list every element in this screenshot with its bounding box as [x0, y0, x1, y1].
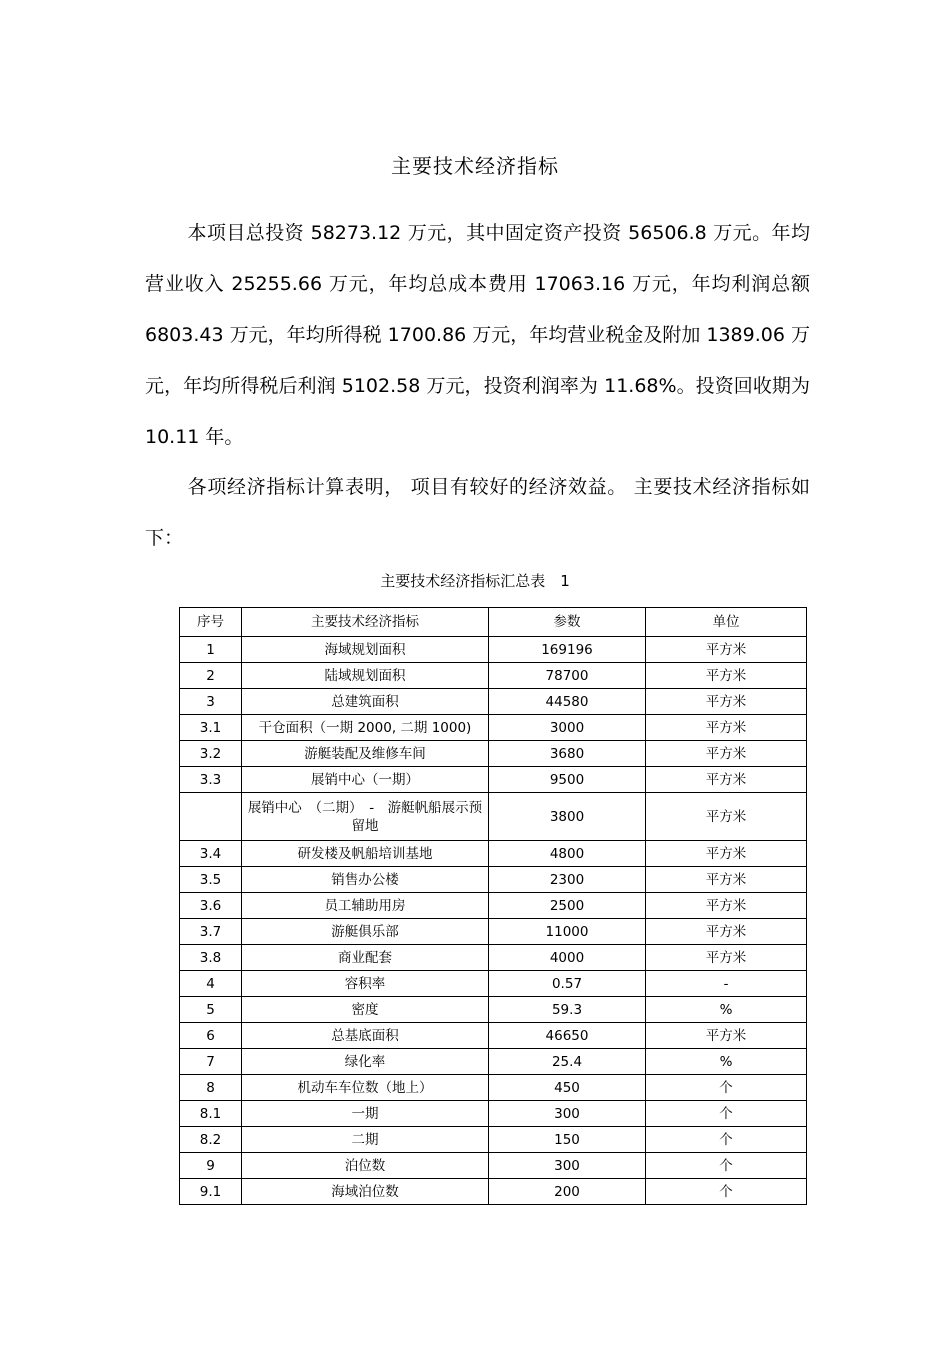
table-row — [180, 1049, 807, 1075]
table-row — [180, 637, 807, 663]
cell-value: 11000 — [489, 919, 646, 945]
cell-value: 25.4 — [489, 1049, 646, 1075]
cell-item: 容积率 — [242, 971, 489, 997]
cell-value: 9500 — [489, 767, 646, 793]
table-row — [180, 793, 807, 841]
cell-no: 3.3 — [180, 767, 242, 793]
cell-value: 4800 — [489, 841, 646, 867]
summary-paragraph-text: 本项目总投资 58273.12 万元，其中固定资产投资 56506.8 万元。年均营业收入 25255.66 万元，年均总成本费用 17063.16 万元，年均利润总额 6803.43 万元，年均所得税 1700.86 万元，年均营业税金及附加 1389.06 万元，年均所得税后利润 5102.58 万元，投资利润率为 11.68%。投资回收期为 10.11 年。 — [145, 222, 810, 448]
table-row — [180, 767, 807, 793]
cell-value: 200 — [489, 1179, 646, 1205]
table-row — [180, 1023, 807, 1049]
cell-item: 游艇俱乐部 — [242, 919, 489, 945]
cell-item: 总建筑面积 — [242, 689, 489, 715]
cell-no: 5 — [180, 997, 242, 1023]
table-row — [180, 715, 807, 741]
header-no: 序号 — [180, 608, 242, 637]
cell-value: 0.57 — [489, 971, 646, 997]
cell-no: 3.8 — [180, 945, 242, 971]
cell-unit: 平方米 — [646, 919, 807, 945]
cell-no: 8.2 — [180, 1127, 242, 1153]
table-row — [180, 1153, 807, 1179]
cell-value: 44580 — [489, 689, 646, 715]
table-row — [180, 1179, 807, 1205]
cell-item: 海域规划面积 — [242, 637, 489, 663]
cell-unit: 平方米 — [646, 741, 807, 767]
cell-value: 2500 — [489, 893, 646, 919]
table-row — [180, 919, 807, 945]
table-row — [180, 741, 807, 767]
cell-item: 海域泊位数 — [242, 1179, 489, 1205]
cell-no: 2 — [180, 663, 242, 689]
cell-value: 78700 — [489, 663, 646, 689]
cell-unit: 个 — [646, 1153, 807, 1179]
table-row — [180, 663, 807, 689]
summary-paragraph — [145, 208, 810, 463]
cell-no: 4 — [180, 971, 242, 997]
table-row — [180, 893, 807, 919]
cell-item: 泊位数 — [242, 1153, 489, 1179]
cell-unit: 平方米 — [646, 689, 807, 715]
cell-unit: 个 — [646, 1075, 807, 1101]
cell-item: 机动车车位数（地上） — [242, 1075, 489, 1101]
cell-no: 9.1 — [180, 1179, 242, 1205]
table-header-row — [180, 608, 807, 637]
cell-unit: 个 — [646, 1179, 807, 1205]
cell-value: 4000 — [489, 945, 646, 971]
cell-value: 450 — [489, 1075, 646, 1101]
cell-unit: 平方米 — [646, 867, 807, 893]
cell-item: 游艇装配及维修车间 — [242, 741, 489, 767]
cell-unit: - — [646, 971, 807, 997]
cell-value: 3680 — [489, 741, 646, 767]
cell-value: 169196 — [489, 637, 646, 663]
cell-no: 8.1 — [180, 1101, 242, 1127]
cell-value: 59.3 — [489, 997, 646, 1023]
cell-item: 展销中心 （二期） - 游艇帆船展示预留地 — [242, 793, 489, 841]
conclusion-paragraph — [145, 462, 810, 564]
cell-unit: 平方米 — [646, 767, 807, 793]
cell-item: 商业配套 — [242, 945, 489, 971]
cell-no: 3.1 — [180, 715, 242, 741]
table-row — [180, 841, 807, 867]
cell-value: 150 — [489, 1127, 646, 1153]
cell-unit: 平方米 — [646, 1023, 807, 1049]
cell-unit: 平方米 — [646, 945, 807, 971]
cell-no: 3.6 — [180, 893, 242, 919]
header-item: 主要技术经济指标 — [242, 608, 489, 637]
cell-no: 7 — [180, 1049, 242, 1075]
cell-item: 干仓面积（一期 2000, 二期 1000) — [242, 715, 489, 741]
cell-unit: 平方米 — [646, 715, 807, 741]
cell-item: 绿化率 — [242, 1049, 489, 1075]
cell-item: 总基底面积 — [242, 1023, 489, 1049]
table-row — [180, 945, 807, 971]
cell-unit: 平方米 — [646, 637, 807, 663]
cell-no: 3.4 — [180, 841, 242, 867]
table-row — [180, 1127, 807, 1153]
cell-no: 8 — [180, 1075, 242, 1101]
cell-unit: 个 — [646, 1127, 807, 1153]
cell-no — [180, 793, 242, 841]
cell-item: 展销中心（一期） — [242, 767, 489, 793]
header-value: 参数 — [489, 608, 646, 637]
header-unit: 单位 — [646, 608, 807, 637]
page-title: 主要技术经济指标 — [391, 154, 559, 178]
cell-item: 陆域规划面积 — [242, 663, 489, 689]
cell-value: 2300 — [489, 867, 646, 893]
table-row — [180, 867, 807, 893]
cell-item: 销售办公楼 — [242, 867, 489, 893]
cell-unit: 平方米 — [646, 893, 807, 919]
cell-no: 9 — [180, 1153, 242, 1179]
cell-unit: % — [646, 1049, 807, 1075]
cell-unit: 平方米 — [646, 793, 807, 841]
cell-no: 3.5 — [180, 867, 242, 893]
table-caption: 主要技术经济指标汇总表 1 — [380, 572, 570, 590]
indicator-table — [179, 607, 807, 1205]
cell-item: 密度 — [242, 997, 489, 1023]
cell-unit: 平方米 — [646, 663, 807, 689]
cell-unit: % — [646, 997, 807, 1023]
cell-value: 300 — [489, 1153, 646, 1179]
cell-no: 3 — [180, 689, 242, 715]
cell-no: 3.7 — [180, 919, 242, 945]
cell-value: 46650 — [489, 1023, 646, 1049]
table-row — [180, 1101, 807, 1127]
cell-item: 一期 — [242, 1101, 489, 1127]
cell-no: 3.2 — [180, 741, 242, 767]
cell-unit: 个 — [646, 1101, 807, 1127]
table-row — [180, 997, 807, 1023]
conclusion-paragraph-text: 各项经济指标计算表明， 项目有较好的经济效益。 主要技术经济指标如下： — [145, 476, 810, 549]
cell-value: 3000 — [489, 715, 646, 741]
cell-unit: 平方米 — [646, 841, 807, 867]
cell-item: 二期 — [242, 1127, 489, 1153]
cell-item: 研发楼及帆船培训基地 — [242, 841, 489, 867]
cell-no: 1 — [180, 637, 242, 663]
table-row — [180, 971, 807, 997]
table-row — [180, 1075, 807, 1101]
cell-no: 6 — [180, 1023, 242, 1049]
table-row — [180, 689, 807, 715]
cell-value: 3800 — [489, 793, 646, 841]
table-body — [180, 637, 807, 1205]
cell-value: 300 — [489, 1101, 646, 1127]
cell-item: 员工辅助用房 — [242, 893, 489, 919]
